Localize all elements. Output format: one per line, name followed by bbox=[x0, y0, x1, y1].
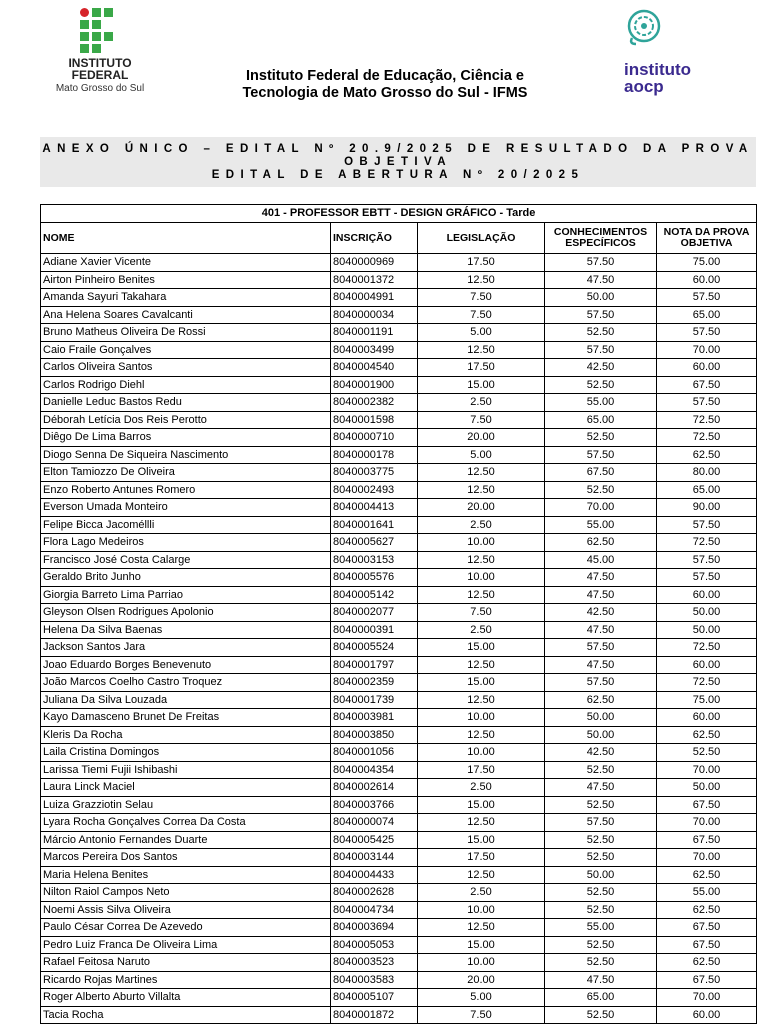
cell-nome: Larissa Tiemi Fujii Ishibashi bbox=[41, 761, 331, 779]
cell-legislacao: 12.50 bbox=[418, 481, 545, 499]
cell-legislacao: 7.50 bbox=[418, 306, 545, 324]
cell-legislacao: 15.00 bbox=[418, 639, 545, 657]
cell-nota: 60.00 bbox=[657, 359, 757, 377]
cell-inscricao: 8040004540 bbox=[331, 359, 418, 377]
cell-inscricao: 8040005425 bbox=[331, 831, 418, 849]
table-row bbox=[41, 359, 757, 377]
col-header-conhecimentos-line2: ESPECÍFICOS bbox=[565, 237, 636, 249]
cell-nome: Laila Cristina Domingos bbox=[41, 744, 331, 762]
cell-legislacao: 15.00 bbox=[418, 831, 545, 849]
cell-inscricao: 8040004354 bbox=[331, 761, 418, 779]
table-row bbox=[41, 516, 757, 534]
cell-nota: 90.00 bbox=[657, 499, 757, 517]
cell-inscricao: 8040001739 bbox=[331, 691, 418, 709]
table-row bbox=[41, 394, 757, 412]
cell-legislacao: 7.50 bbox=[418, 1006, 545, 1024]
table-row bbox=[41, 866, 757, 884]
ifms-logo-line2: FEDERAL bbox=[71, 68, 129, 82]
cell-legislacao: 2.50 bbox=[418, 394, 545, 412]
table-row bbox=[41, 481, 757, 499]
cell-legislacao: 15.00 bbox=[418, 674, 545, 692]
cell-legislacao: 12.50 bbox=[418, 271, 545, 289]
cell-legislacao: 7.50 bbox=[418, 411, 545, 429]
cell-inscricao: 8040003499 bbox=[331, 341, 418, 359]
cell-conhecimentos: 55.00 bbox=[545, 516, 657, 534]
table-row bbox=[41, 306, 757, 324]
cell-conhecimentos: 57.50 bbox=[545, 341, 657, 359]
cell-nota: 70.00 bbox=[657, 849, 757, 867]
table-row bbox=[41, 446, 757, 464]
aocp-logo-icon bbox=[626, 8, 662, 46]
cell-inscricao: 8040005142 bbox=[331, 586, 418, 604]
cell-inscricao: 8040001641 bbox=[331, 516, 418, 534]
table-row bbox=[41, 604, 757, 622]
cell-legislacao: 15.00 bbox=[418, 796, 545, 814]
cell-nota: 50.00 bbox=[657, 604, 757, 622]
cell-legislacao: 7.50 bbox=[418, 604, 545, 622]
cell-nome: Flora Lago Medeiros bbox=[41, 534, 331, 552]
cell-inscricao: 8040001372 bbox=[331, 271, 418, 289]
table-row bbox=[41, 831, 757, 849]
cell-legislacao: 2.50 bbox=[418, 516, 545, 534]
table-caption: 401 - PROFESSOR EBTT - DESIGN GRÁFICO - Tarde bbox=[41, 205, 757, 223]
cell-nome: Carlos Oliveira Santos bbox=[41, 359, 331, 377]
cell-conhecimentos: 52.50 bbox=[545, 954, 657, 972]
cell-nome: Nilton Raiol Campos Neto bbox=[41, 884, 331, 902]
table-row bbox=[41, 919, 757, 937]
cell-nota: 60.00 bbox=[657, 656, 757, 674]
cell-legislacao: 10.00 bbox=[418, 569, 545, 587]
cell-inscricao: 8040001872 bbox=[331, 1006, 418, 1024]
cell-conhecimentos: 47.50 bbox=[545, 569, 657, 587]
table-row bbox=[41, 884, 757, 902]
cell-nota: 72.50 bbox=[657, 639, 757, 657]
cell-inscricao: 8040001900 bbox=[331, 376, 418, 394]
table-row bbox=[41, 586, 757, 604]
banner-line3: EDITAL DE ABERTURA Nº 20/2025 bbox=[211, 169, 585, 181]
table-row bbox=[41, 639, 757, 657]
cell-inscricao: 8040003981 bbox=[331, 709, 418, 727]
cell-inscricao: 8040002077 bbox=[331, 604, 418, 622]
table-caption-row bbox=[41, 205, 757, 223]
table-row bbox=[41, 464, 757, 482]
cell-nome: Geraldo Brito Junho bbox=[41, 569, 331, 587]
cell-nota: 60.00 bbox=[657, 1006, 757, 1024]
cell-nota: 62.50 bbox=[657, 726, 757, 744]
cell-conhecimentos: 52.50 bbox=[545, 324, 657, 342]
cell-inscricao: 8040000074 bbox=[331, 814, 418, 832]
cell-nota: 72.50 bbox=[657, 429, 757, 447]
cell-inscricao: 8040001191 bbox=[331, 324, 418, 342]
cell-conhecimentos: 47.50 bbox=[545, 779, 657, 797]
cell-conhecimentos: 45.00 bbox=[545, 551, 657, 569]
table-row bbox=[41, 744, 757, 762]
table-row bbox=[41, 971, 757, 989]
cell-nome: Paulo César Correa De Azevedo bbox=[41, 919, 331, 937]
cell-nome: Lyara Rocha Gonçalves Correa Da Costa bbox=[41, 814, 331, 832]
cell-nome: Tacia Rocha bbox=[41, 1006, 331, 1024]
edital-banner bbox=[40, 137, 756, 187]
col-header-nota-line2: OBJETIVA bbox=[680, 237, 733, 249]
cell-nome: Márcio Antonio Fernandes Duarte bbox=[41, 831, 331, 849]
cell-nota: 55.00 bbox=[657, 884, 757, 902]
cell-conhecimentos: 62.50 bbox=[545, 691, 657, 709]
cell-nota: 72.50 bbox=[657, 674, 757, 692]
cell-nota: 67.50 bbox=[657, 919, 757, 937]
cell-conhecimentos: 52.50 bbox=[545, 796, 657, 814]
col-header-nome: NOME bbox=[41, 223, 331, 254]
cell-nome: Rafael Feitosa Naruto bbox=[41, 954, 331, 972]
cell-nota: 60.00 bbox=[657, 271, 757, 289]
table-row bbox=[41, 726, 757, 744]
cell-conhecimentos: 52.50 bbox=[545, 481, 657, 499]
cell-conhecimentos: 47.50 bbox=[545, 586, 657, 604]
table-row bbox=[41, 796, 757, 814]
cell-nota: 62.50 bbox=[657, 954, 757, 972]
cell-nome: Pedro Luiz Franca De Oliveira Lima bbox=[41, 936, 331, 954]
table-row bbox=[41, 674, 757, 692]
cell-legislacao: 15.00 bbox=[418, 376, 545, 394]
cell-legislacao: 12.50 bbox=[418, 586, 545, 604]
cell-inscricao: 8040000969 bbox=[331, 254, 418, 272]
cell-legislacao: 10.00 bbox=[418, 534, 545, 552]
cell-nota: 57.50 bbox=[657, 569, 757, 587]
cell-nome: Amanda Sayuri Takahara bbox=[41, 289, 331, 307]
cell-nota: 60.00 bbox=[657, 586, 757, 604]
cell-nome: Everson Umada Monteiro bbox=[41, 499, 331, 517]
cell-nome: Gleyson Olsen Rodrigues Apolonio bbox=[41, 604, 331, 622]
cell-nota: 57.50 bbox=[657, 551, 757, 569]
cell-conhecimentos: 65.00 bbox=[545, 989, 657, 1007]
cell-legislacao: 10.00 bbox=[418, 954, 545, 972]
cell-inscricao: 8040005107 bbox=[331, 989, 418, 1007]
cell-nome: Felipe Bicca Jacoméllli bbox=[41, 516, 331, 534]
cell-legislacao: 7.50 bbox=[418, 289, 545, 307]
cell-nome: Juliana Da Silva Louzada bbox=[41, 691, 331, 709]
cell-legislacao: 20.00 bbox=[418, 499, 545, 517]
cell-conhecimentos: 47.50 bbox=[545, 621, 657, 639]
col-header-nota bbox=[657, 223, 757, 254]
cell-nome: Caio Fraile Gonçalves bbox=[41, 341, 331, 359]
table-header-row bbox=[41, 223, 757, 254]
cell-conhecimentos: 50.00 bbox=[545, 726, 657, 744]
cell-legislacao: 20.00 bbox=[418, 971, 545, 989]
cell-inscricao: 8040002493 bbox=[331, 481, 418, 499]
cell-conhecimentos: 42.50 bbox=[545, 744, 657, 762]
cell-nome: Laura Linck Maciel bbox=[41, 779, 331, 797]
cell-conhecimentos: 52.50 bbox=[545, 429, 657, 447]
cell-nota: 72.50 bbox=[657, 411, 757, 429]
cell-legislacao: 17.50 bbox=[418, 359, 545, 377]
cell-inscricao: 8040003694 bbox=[331, 919, 418, 937]
institution-title-line2: Tecnologia de Mato Grosso do Sul - IFMS bbox=[242, 85, 528, 101]
aocp-logo-line1: instituto bbox=[624, 60, 692, 79]
cell-legislacao: 17.50 bbox=[418, 254, 545, 272]
cell-inscricao: 8040004433 bbox=[331, 866, 418, 884]
cell-legislacao: 10.00 bbox=[418, 709, 545, 727]
cell-nota: 60.00 bbox=[657, 709, 757, 727]
cell-nome: Luiza Grazziotin Selau bbox=[41, 796, 331, 814]
cell-inscricao: 8040004413 bbox=[331, 499, 418, 517]
cell-inscricao: 8040001598 bbox=[331, 411, 418, 429]
cell-conhecimentos: 42.50 bbox=[545, 359, 657, 377]
cell-inscricao: 8040000391 bbox=[331, 621, 418, 639]
cell-legislacao: 5.00 bbox=[418, 446, 545, 464]
cell-conhecimentos: 52.50 bbox=[545, 376, 657, 394]
cell-conhecimentos: 47.50 bbox=[545, 656, 657, 674]
cell-nome: Déborah Letícia Dos Reis Perotto bbox=[41, 411, 331, 429]
cell-conhecimentos: 52.50 bbox=[545, 884, 657, 902]
cell-nome: Francisco José Costa Calarge bbox=[41, 551, 331, 569]
cell-conhecimentos: 52.50 bbox=[545, 1006, 657, 1024]
table-row bbox=[41, 709, 757, 727]
cell-legislacao: 12.50 bbox=[418, 919, 545, 937]
cell-nota: 62.50 bbox=[657, 866, 757, 884]
cell-inscricao: 8040003850 bbox=[331, 726, 418, 744]
ifms-logo-line3: Mato Grosso do Sul bbox=[55, 83, 145, 94]
aocp-logo bbox=[620, 8, 710, 94]
cell-nome: Roger Alberto Aburto Villalta bbox=[41, 989, 331, 1007]
cell-nota: 75.00 bbox=[657, 254, 757, 272]
cell-conhecimentos: 52.50 bbox=[545, 901, 657, 919]
cell-nome: Elton Tamiozzo De Oliveira bbox=[41, 464, 331, 482]
cell-inscricao: 8040005627 bbox=[331, 534, 418, 552]
cell-conhecimentos: 57.50 bbox=[545, 254, 657, 272]
cell-nota: 67.50 bbox=[657, 831, 757, 849]
cell-legislacao: 12.50 bbox=[418, 341, 545, 359]
cell-nome: Ana Helena Soares Cavalcanti bbox=[41, 306, 331, 324]
table-row bbox=[41, 1006, 757, 1024]
table-row bbox=[41, 324, 757, 342]
cell-nota: 67.50 bbox=[657, 936, 757, 954]
cell-nome: Enzo Roberto Antunes Romero bbox=[41, 481, 331, 499]
cell-conhecimentos: 57.50 bbox=[545, 674, 657, 692]
cell-legislacao: 17.50 bbox=[418, 761, 545, 779]
table-row bbox=[41, 376, 757, 394]
table-row bbox=[41, 411, 757, 429]
table-row bbox=[41, 989, 757, 1007]
cell-nome: João Marcos Coelho Castro Troquez bbox=[41, 674, 331, 692]
table-row bbox=[41, 254, 757, 272]
cell-nota: 62.50 bbox=[657, 446, 757, 464]
cell-conhecimentos: 55.00 bbox=[545, 919, 657, 937]
aocp-logo-line2: aocp bbox=[624, 77, 664, 96]
cell-inscricao: 8040001797 bbox=[331, 656, 418, 674]
cell-nome: Noemi Assis Silva Oliveira bbox=[41, 901, 331, 919]
cell-conhecimentos: 47.50 bbox=[545, 271, 657, 289]
cell-nota: 57.50 bbox=[657, 516, 757, 534]
cell-conhecimentos: 52.50 bbox=[545, 936, 657, 954]
cell-conhecimentos: 67.50 bbox=[545, 464, 657, 482]
cell-legislacao: 10.00 bbox=[418, 744, 545, 762]
table-row bbox=[41, 936, 757, 954]
cell-legislacao: 2.50 bbox=[418, 621, 545, 639]
cell-nome: Bruno Matheus Oliveira De Rossi bbox=[41, 324, 331, 342]
cell-inscricao: 8040003523 bbox=[331, 954, 418, 972]
cell-legislacao: 12.50 bbox=[418, 866, 545, 884]
cell-conhecimentos: 52.50 bbox=[545, 761, 657, 779]
cell-nome: Jackson Santos Jara bbox=[41, 639, 331, 657]
cell-legislacao: 17.50 bbox=[418, 849, 545, 867]
cell-legislacao: 2.50 bbox=[418, 884, 545, 902]
table-row bbox=[41, 271, 757, 289]
cell-conhecimentos: 47.50 bbox=[545, 971, 657, 989]
cell-legislacao: 12.50 bbox=[418, 656, 545, 674]
banner-line2: OBJETIVA bbox=[344, 156, 452, 168]
cell-conhecimentos: 57.50 bbox=[545, 639, 657, 657]
cell-inscricao: 8040003775 bbox=[331, 464, 418, 482]
col-header-nota-line1: NOTA DA PROVA bbox=[663, 226, 750, 238]
ifms-logo bbox=[50, 8, 150, 94]
cell-nome: Joao Eduardo Borges Benevenuto bbox=[41, 656, 331, 674]
cell-inscricao: 8040002382 bbox=[331, 394, 418, 412]
cell-inscricao: 8040003583 bbox=[331, 971, 418, 989]
cell-legislacao: 12.50 bbox=[418, 551, 545, 569]
table-row bbox=[41, 954, 757, 972]
cell-nome: Ricardo Rojas Martines bbox=[41, 971, 331, 989]
cell-nota: 50.00 bbox=[657, 779, 757, 797]
cell-nota: 72.50 bbox=[657, 534, 757, 552]
table-row bbox=[41, 761, 757, 779]
cell-nome: Giorgia Barreto Lima Parriao bbox=[41, 586, 331, 604]
cell-inscricao: 8040004734 bbox=[331, 901, 418, 919]
cell-nome: Maria Helena Benites bbox=[41, 866, 331, 884]
cell-nome: Kayo Damasceno Brunet De Freitas bbox=[41, 709, 331, 727]
cell-legislacao: 12.50 bbox=[418, 691, 545, 709]
cell-inscricao: 8040003153 bbox=[331, 551, 418, 569]
cell-nota: 62.50 bbox=[657, 901, 757, 919]
cell-nota: 57.50 bbox=[657, 289, 757, 307]
table-row bbox=[41, 621, 757, 639]
table-row bbox=[41, 691, 757, 709]
cell-nota: 67.50 bbox=[657, 796, 757, 814]
cell-nota: 80.00 bbox=[657, 464, 757, 482]
cell-inscricao: 8040000710 bbox=[331, 429, 418, 447]
cell-conhecimentos: 57.50 bbox=[545, 306, 657, 324]
cell-legislacao: 5.00 bbox=[418, 989, 545, 1007]
cell-inscricao: 8040005576 bbox=[331, 569, 418, 587]
cell-nome: Helena Da Silva Baenas bbox=[41, 621, 331, 639]
cell-nota: 75.00 bbox=[657, 691, 757, 709]
cell-nota: 65.00 bbox=[657, 306, 757, 324]
institution-title-line1: Instituto Federal de Educação, Ciência e bbox=[246, 68, 524, 84]
ifms-logo-line1: INSTITUTO bbox=[68, 56, 132, 70]
cell-nota: 70.00 bbox=[657, 761, 757, 779]
cell-inscricao: 8040002359 bbox=[331, 674, 418, 692]
table-row bbox=[41, 429, 757, 447]
cell-legislacao: 15.00 bbox=[418, 936, 545, 954]
table-row bbox=[41, 849, 757, 867]
col-header-legislacao: LEGISLAÇÃO bbox=[418, 223, 545, 254]
cell-legislacao: 20.00 bbox=[418, 429, 545, 447]
table-row bbox=[41, 551, 757, 569]
cell-nome: Diêgo De Lima Barros bbox=[41, 429, 331, 447]
cell-nota: 57.50 bbox=[657, 394, 757, 412]
table-row bbox=[41, 499, 757, 517]
cell-nome: Carlos Rodrigo Diehl bbox=[41, 376, 331, 394]
cell-conhecimentos: 62.50 bbox=[545, 534, 657, 552]
cell-conhecimentos: 52.50 bbox=[545, 831, 657, 849]
cell-inscricao: 8040003766 bbox=[331, 796, 418, 814]
cell-nota: 57.50 bbox=[657, 324, 757, 342]
cell-conhecimentos: 50.00 bbox=[545, 866, 657, 884]
cell-legislacao: 10.00 bbox=[418, 901, 545, 919]
results-table bbox=[40, 204, 757, 1024]
ifms-logo-grid-icon bbox=[80, 8, 116, 54]
cell-inscricao: 8040004991 bbox=[331, 289, 418, 307]
cell-nota: 70.00 bbox=[657, 989, 757, 1007]
cell-nota: 70.00 bbox=[657, 814, 757, 832]
table-row bbox=[41, 656, 757, 674]
cell-nota: 50.00 bbox=[657, 621, 757, 639]
cell-nome: Marcos Pereira Dos Santos bbox=[41, 849, 331, 867]
cell-legislacao: 5.00 bbox=[418, 324, 545, 342]
cell-inscricao: 8040002628 bbox=[331, 884, 418, 902]
cell-conhecimentos: 52.50 bbox=[545, 849, 657, 867]
cell-inscricao: 8040001056 bbox=[331, 744, 418, 762]
cell-inscricao: 8040005053 bbox=[331, 936, 418, 954]
table-row bbox=[41, 569, 757, 587]
cell-inscricao: 8040005524 bbox=[331, 639, 418, 657]
cell-nome: Diogo Senna De Siqueira Nascimento bbox=[41, 446, 331, 464]
table-row bbox=[41, 814, 757, 832]
banner-line1: ANEXO ÚNICO – EDITAL Nº 20.9/2025 DE RESULTADO DA PROVA bbox=[42, 143, 754, 155]
table-row bbox=[41, 341, 757, 359]
cell-conhecimentos: 50.00 bbox=[545, 289, 657, 307]
col-header-conhecimentos-line1: CONHECIMENTOS bbox=[553, 226, 648, 238]
institution-title bbox=[210, 68, 560, 102]
cell-nome: Airton Pinheiro Benites bbox=[41, 271, 331, 289]
cell-nota: 65.00 bbox=[657, 481, 757, 499]
cell-nota: 67.50 bbox=[657, 376, 757, 394]
cell-legislacao: 12.50 bbox=[418, 726, 545, 744]
cell-conhecimentos: 57.50 bbox=[545, 446, 657, 464]
col-header-inscricao: INSCRIÇÃO bbox=[331, 223, 418, 254]
cell-nome: Adiane Xavier Vicente bbox=[41, 254, 331, 272]
cell-conhecimentos: 55.00 bbox=[545, 394, 657, 412]
cell-conhecimentos: 65.00 bbox=[545, 411, 657, 429]
cell-conhecimentos: 50.00 bbox=[545, 709, 657, 727]
table-row bbox=[41, 901, 757, 919]
cell-conhecimentos: 70.00 bbox=[545, 499, 657, 517]
table-row bbox=[41, 779, 757, 797]
cell-legislacao: 2.50 bbox=[418, 779, 545, 797]
cell-nota: 70.00 bbox=[657, 341, 757, 359]
cell-inscricao: 8040003144 bbox=[331, 849, 418, 867]
cell-inscricao: 8040002614 bbox=[331, 779, 418, 797]
table-row bbox=[41, 289, 757, 307]
cell-nome: Danielle Leduc Bastos Redu bbox=[41, 394, 331, 412]
cell-legislacao: 12.50 bbox=[418, 464, 545, 482]
cell-inscricao: 8040000034 bbox=[331, 306, 418, 324]
cell-conhecimentos: 57.50 bbox=[545, 814, 657, 832]
cell-nome: Kleris Da Rocha bbox=[41, 726, 331, 744]
cell-nota: 52.50 bbox=[657, 744, 757, 762]
table-row bbox=[41, 534, 757, 552]
cell-nota: 67.50 bbox=[657, 971, 757, 989]
cell-inscricao: 8040000178 bbox=[331, 446, 418, 464]
cell-conhecimentos: 42.50 bbox=[545, 604, 657, 622]
cell-legislacao: 12.50 bbox=[418, 814, 545, 832]
col-header-conhecimentos bbox=[545, 223, 657, 254]
